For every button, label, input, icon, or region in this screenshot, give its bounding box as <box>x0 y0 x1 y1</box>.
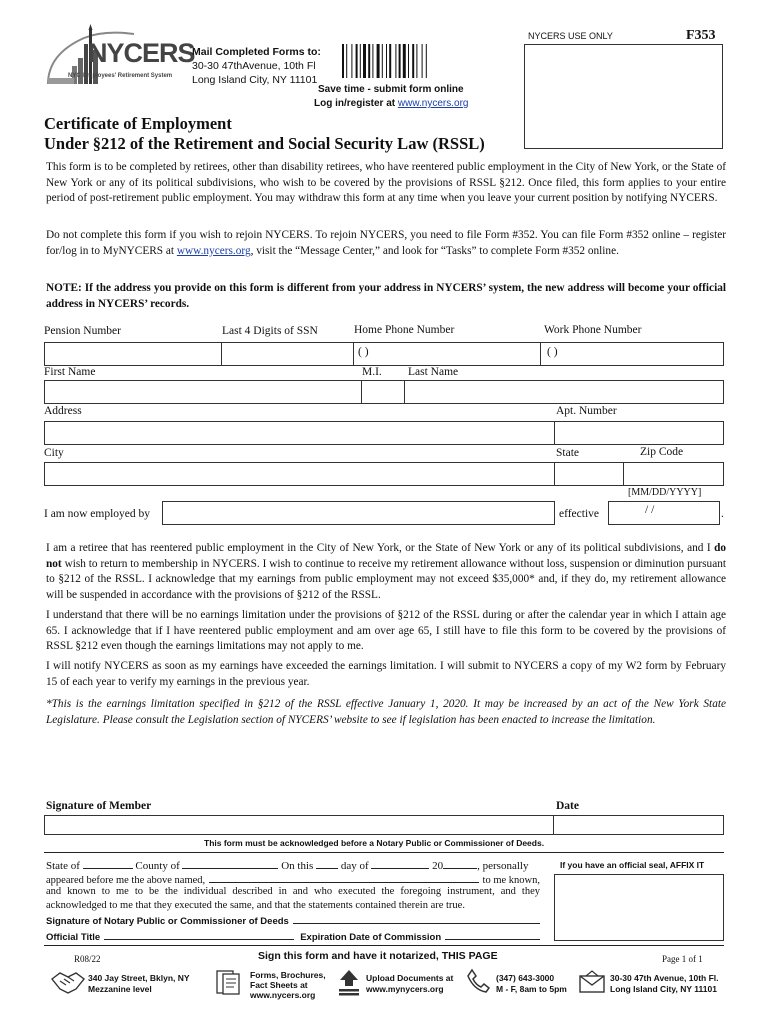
mail-to-line1: 30-30 47thAvenue, 10th Fl <box>192 60 316 72</box>
body-paragraph-2: I understand that there will be no earnings limitation under the provisions of §212 of the RSSL during or after the calendar year in which I attain age 65. I acknowledge that if I have reentered public employment and am over age 65, I still have to file this form to be covered by the provisions of RSSL §212 even though the earnings limitations may not apply to me. <box>46 609 726 653</box>
form-title-line1: Certificate of Employment <box>44 114 232 133</box>
year-prefix: 20 <box>432 860 444 872</box>
apt-number-input[interactable] <box>554 421 724 445</box>
walkin-line2: Mezzanine level <box>88 984 152 994</box>
logo-wordmark: NYCERS <box>88 38 195 68</box>
login-line <box>314 98 468 109</box>
mail-address-line2: Long Island City, NY 11101 <box>610 984 717 994</box>
member-signature-input[interactable] <box>44 815 554 835</box>
day-of-blank[interactable] <box>371 858 429 869</box>
home-phone-input[interactable] <box>353 342 541 366</box>
page-indicator: Page 1 of 1 <box>662 954 703 964</box>
mail-address-line1: 30-30 47th Avenue, 10th Fl. <box>610 973 719 983</box>
login-prefix: Log in/register at <box>314 98 398 109</box>
zip-code-label: Zip Code <box>640 446 684 458</box>
mi-label: M.I. <box>362 366 382 378</box>
official-title-line <box>46 929 540 943</box>
date-separators: / / <box>645 504 655 516</box>
mail-to-line2: Long Island City, NY 11101 <box>192 74 318 86</box>
pension-number-input[interactable] <box>44 342 222 366</box>
seal-instruction: If you have an official seal, AFFIX IT <box>560 860 705 870</box>
intro-p2-link[interactable]: www.nycers.org <box>176 244 251 257</box>
date-format-hint: [MM/DD/YYYY] <box>628 487 702 498</box>
effective-date-input[interactable] <box>608 501 720 525</box>
official-title-blank[interactable] <box>104 929 294 940</box>
work-phone-input[interactable] <box>540 342 724 366</box>
county-of-label: County of <box>135 860 180 872</box>
mi-input[interactable] <box>361 380 405 404</box>
home-phone-area-code: ( ) <box>358 346 369 358</box>
last4-ssn-label: Last 4 Digits of SSN <box>222 325 318 337</box>
effective-label: effective <box>559 508 600 520</box>
body-p1-b: wish to return to membership in NYCERS. I wish to continue to receive my retirement allowance without loss, suspension or diminution pursuant to §212 of the RSSL. I acknowledge that my earnings from public employment may not exceed $35,000* and, if they do, my retirement allowance will be suspended in accordance with the provisions of §212 of the RSSL. <box>46 557 726 601</box>
walkin-line1: 340 Jay Street, Bklyn, NY <box>88 973 190 983</box>
revision-code: R08/22 <box>74 954 101 964</box>
state-of-label: State of <box>46 860 80 872</box>
save-time-text: Save time - submit form online <box>318 84 464 95</box>
nycers-logo <box>44 24 195 86</box>
day-of-label: day of <box>340 860 369 872</box>
barcode-icon <box>340 44 460 80</box>
body-paragraph-1 <box>46 541 726 603</box>
footer-rule <box>44 945 724 946</box>
state-of-blank[interactable] <box>83 858 133 869</box>
address-label: Address <box>44 405 82 417</box>
upload-line1: Upload Documents at <box>366 973 454 983</box>
intro-paragraph-1: This form is to be completed by retirees, other than disability retirees, who have reentered public employment in the City of New York, or the State of New York or any of its political subdivisions, who wish to be covered by the provisions of RSSL §212. Once filed, this form applies to your entire period of post-retirement public employment. You may withdraw this form at any time when you leave your current position by notifying NYCERS. <box>46 161 726 205</box>
body-paragraph-3: I will notify NYCERS as soon as my earnings have exceeded the earnings limitation. I will submit to NYCERS a copy of my W2 form by February 15 of each year to verify my earnings in the previous year. <box>46 660 726 688</box>
work-phone-area-code: ( ) <box>547 346 558 358</box>
nycers-use-only-box <box>524 44 723 149</box>
forms-line3[interactable]: www.nycers.org <box>250 990 316 1000</box>
logo-subtitle: Employees' Retirement System <box>83 73 173 79</box>
phone-hours: M - F, 8am to 5pm <box>496 984 567 994</box>
forms-line2: Fact Sheets at <box>250 980 308 990</box>
signature-date-input[interactable] <box>553 815 724 835</box>
date-label: Date <box>556 800 579 812</box>
sign-notice: Sign this form and have it notarized, THIS PAGE <box>258 950 498 962</box>
address-input[interactable] <box>44 421 555 445</box>
first-name-label: First Name <box>44 366 96 378</box>
city-input[interactable] <box>44 462 555 486</box>
on-this-label: On this <box>281 860 314 872</box>
official-title-label: Official Title <box>46 932 101 943</box>
expiration-label: Expiration Date of Commission <box>300 932 442 943</box>
address-note: NOTE: If the address you provide on this form is different from your address in NYCERS’ system, the new address will become your official address in NYCERS’ records. <box>46 282 726 310</box>
pension-number-label: Pension Number <box>44 325 121 337</box>
body-p1-a: I am a retiree that has reentered public employment in the City of New York, or the State of New York or any of its political subdivisions, and I <box>46 542 715 554</box>
mail-icon <box>578 970 606 994</box>
phone-icon <box>466 968 490 994</box>
body-p1-bold: do not <box>46 542 726 570</box>
notary-seal-box[interactable] <box>554 874 724 941</box>
notary-venue-line <box>46 858 528 872</box>
effective-period: . <box>721 508 724 520</box>
employed-by-label: I am now employed by <box>44 508 151 520</box>
to-me-known-label: to me known, <box>482 875 540 886</box>
form-number: F353 <box>686 28 716 43</box>
zip-code-input[interactable] <box>623 462 724 486</box>
notary-signature-label: Signature of Notary Public or Commissioner of Deeds <box>46 916 289 927</box>
appeared-label: appeared before me the above named, <box>46 875 206 886</box>
expiration-blank[interactable] <box>445 929 540 940</box>
last4-ssn-input[interactable] <box>221 342 354 366</box>
notary-heading: This form must be acknowledged before a Notary Public or Commissioner of Deeds. <box>204 838 545 848</box>
notary-known-text: and known to me to be the individual described in and who executed the foregoing instrument, and they acknowledged to me that they executed the same, and that the statements contained therein are true. <box>46 886 540 911</box>
forms-line1: Forms, Brochures, <box>250 970 326 980</box>
form-title-line2: Under §212 of the Retirement and Social Security Law (RSSL) <box>44 134 485 153</box>
earnings-footnote: *This is the earnings limitation specified in §212 of the RSSL effective January 1, 2020. It may be increased by an act of the New York State Legislature. Please consult the Legislation section of NYCERS’ website to see if legislation has been enacted to increase the limitation. <box>46 698 726 726</box>
upload-icon <box>336 968 362 996</box>
notary-signature-line <box>46 913 540 927</box>
last-name-input[interactable] <box>404 380 724 404</box>
brochure-icon <box>214 968 244 996</box>
county-of-blank[interactable] <box>182 858 278 869</box>
city-label: City <box>44 447 64 459</box>
year-blank[interactable] <box>443 858 477 869</box>
employer-input[interactable] <box>162 501 555 525</box>
notary-rule-top <box>44 852 724 853</box>
handshake-icon <box>50 969 86 995</box>
member-signature-label: Signature of Member <box>46 800 152 812</box>
nycers-use-only-label: NYCERS USE ONLY <box>528 31 613 41</box>
upload-line2[interactable]: www.mynycers.org <box>366 984 444 994</box>
logo-nyc: NYC <box>68 73 81 79</box>
on-this-blank[interactable] <box>316 858 338 869</box>
work-phone-label: Work Phone Number <box>544 324 642 336</box>
state-label: State <box>556 447 579 459</box>
login-link[interactable]: www.nycers.org <box>397 98 469 109</box>
home-phone-label: Home Phone Number <box>354 324 455 336</box>
intro-p2-b: , visit the “Message Center,” and look for “Tasks” to complete Form #352 online. <box>250 244 619 257</box>
intro-p2-a: Do not complete this form if you wish to rejoin NYCERS. To rejoin NYCERS, you need to file Form #352. You can file Form #352 online – register for/log in to MyNYCERS at <box>46 229 726 257</box>
notary-appeared-line <box>46 872 540 886</box>
appeared-name-blank[interactable] <box>209 872 478 883</box>
mail-to-title: Mail Completed Forms to: <box>192 46 321 58</box>
intro-paragraph-2 <box>46 228 726 259</box>
last-name-label: Last Name <box>408 366 459 378</box>
phone-number: (347) 643-3000 <box>496 973 555 983</box>
state-input[interactable] <box>554 462 624 486</box>
first-name-input[interactable] <box>44 380 362 404</box>
personally-label: , personally <box>477 860 529 872</box>
apt-number-label: Apt. Number <box>556 405 617 417</box>
notary-signature-blank[interactable] <box>293 913 540 924</box>
